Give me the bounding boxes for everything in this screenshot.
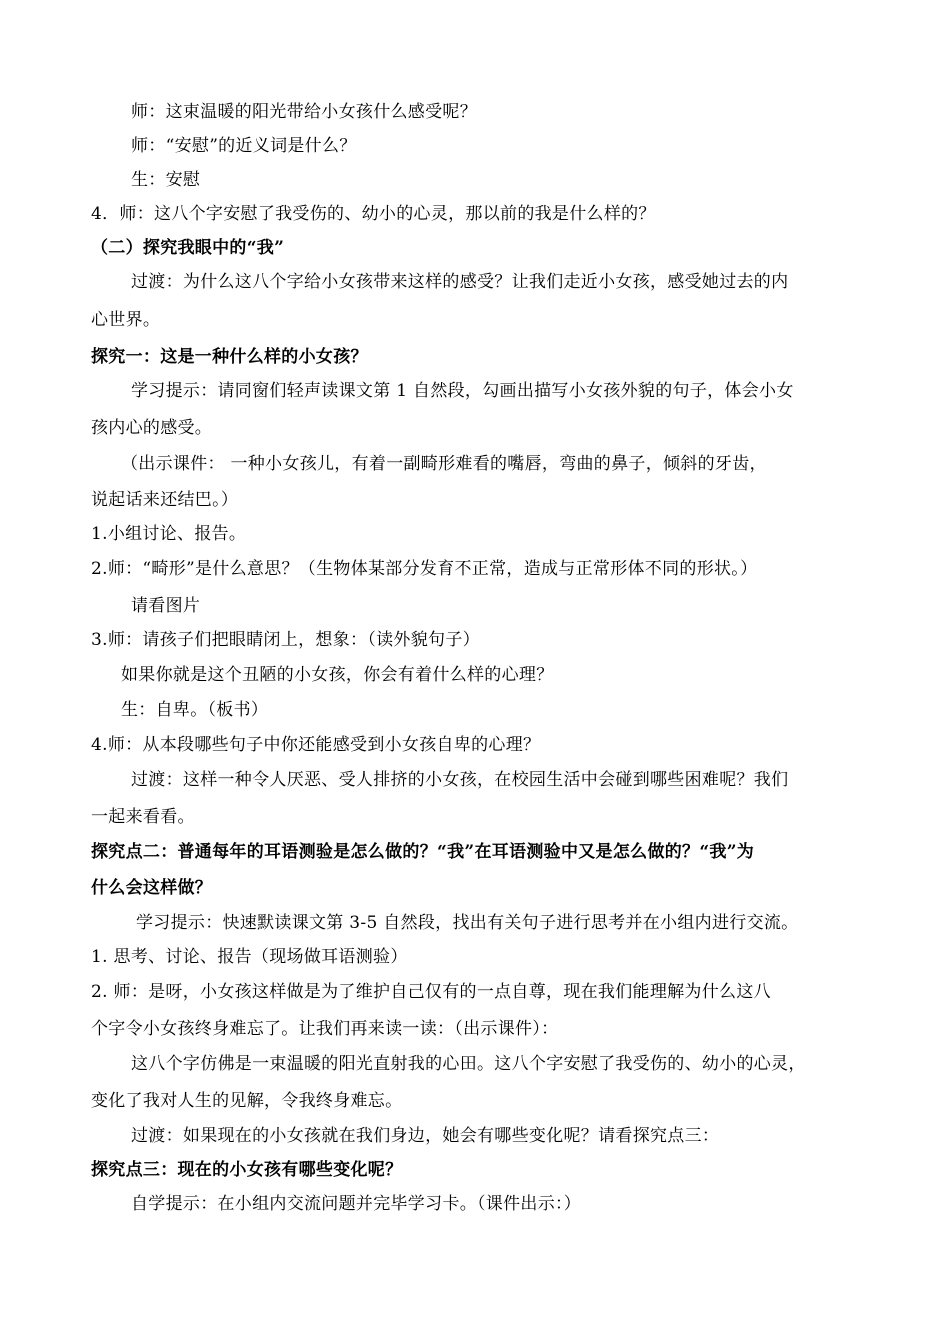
text-line: 4.师：从本段哪些句子中你还能感受到小女孩自卑的心理？: [91, 735, 541, 755]
text-line: 说起话来还结巴。）: [91, 490, 239, 510]
text-line: 心世界。: [91, 310, 161, 330]
text-line: 过渡：如果现在的小女孩就在我们身边，她会有哪些变化呢？请看探究点三：: [131, 1126, 720, 1146]
text-line: 1. 思考、讨论、报告（现场做耳语测验）: [91, 947, 408, 967]
text-line: 1.小组讨论、报告。: [91, 524, 247, 544]
text-line: 师：这束温暖的阳光带给小女孩什么感受呢？: [131, 102, 477, 122]
section-heading: 探究点三：现在的小女孩有哪些变化呢？: [91, 1160, 403, 1180]
text-line: 2.师：“畸形”是什么意思？（生物体某部分发育不正常，造成与正常形体不同的形状。）: [91, 559, 758, 579]
text-line: 过渡：这样一种令人厌恶、受人排挤的小女孩，在校园生活中会碰到哪些困难呢？我们: [131, 770, 789, 790]
text-line: 生：安慰: [131, 170, 201, 190]
text-line: 过渡：为什么这八个字给小女孩带来这样的感受？让我们走近小女孩，感受她过去的内: [131, 272, 789, 292]
text-line: 师：“安慰”的近义词是什么？: [131, 136, 357, 156]
text-line: 这八个字仿佛是一束温暖的阳光直射我的心田。这八个字安慰了我受伤的、幼小的心灵，: [131, 1054, 806, 1074]
text-line: 个字令小女孩终身难忘了。让我们再来读一读：（出示课件）：: [91, 1019, 559, 1039]
section-heading: 什么会这样做？: [91, 878, 213, 898]
text-line: 孩内心的感受。: [91, 418, 213, 438]
text-line: 生：自卑。（板书）: [121, 700, 269, 720]
text-line: 4．师：这八个字安慰了我受伤的、幼小的心灵，那以前的我是什么样的？: [91, 204, 656, 224]
section-heading: （二）探究我眼中的“我”: [91, 238, 285, 258]
text-line: 学习提示：请同窗们轻声读课文第 1 自然段，勾画出描写小女孩外貌的句子，体会小女: [131, 381, 794, 401]
section-heading: 探究点二：普通每年的耳语测验是怎么做的？“我”在耳语测验中又是怎么做的？“我”为: [91, 842, 755, 862]
text-line: 一起来看看。: [91, 807, 195, 827]
text-line: 自学提示：在小组内交流问题并完毕学习卡。（课件出示：）: [131, 1194, 582, 1214]
text-line: 2. 师：是呀，小女孩这样做是为了维护自己仅有的一点自尊，现在我们能理解为什么这八: [91, 982, 771, 1002]
text-line: 3.师：请孩子们把眼睛闭上，想象：（读外貌句子）: [91, 630, 480, 650]
section-heading: 探究一：这是一种什么样的小女孩？: [91, 347, 368, 367]
text-line: 如果你就是这个丑陋的小女孩，你会有着什么样的心理？: [121, 665, 554, 685]
text-line: 请看图片: [131, 596, 201, 616]
text-line: 学习提示：快速默读课文第 3-5 自然段，找出有关句子进行思考并在小组内进行交流。: [136, 913, 799, 933]
text-line: 变化了我对人生的见解，令我终身难忘。: [91, 1091, 403, 1111]
text-line: （出示课件： 一种小女孩儿，有着一副畸形难看的嘴唇，弯曲的鼻子，倾斜的牙齿，: [121, 454, 767, 474]
